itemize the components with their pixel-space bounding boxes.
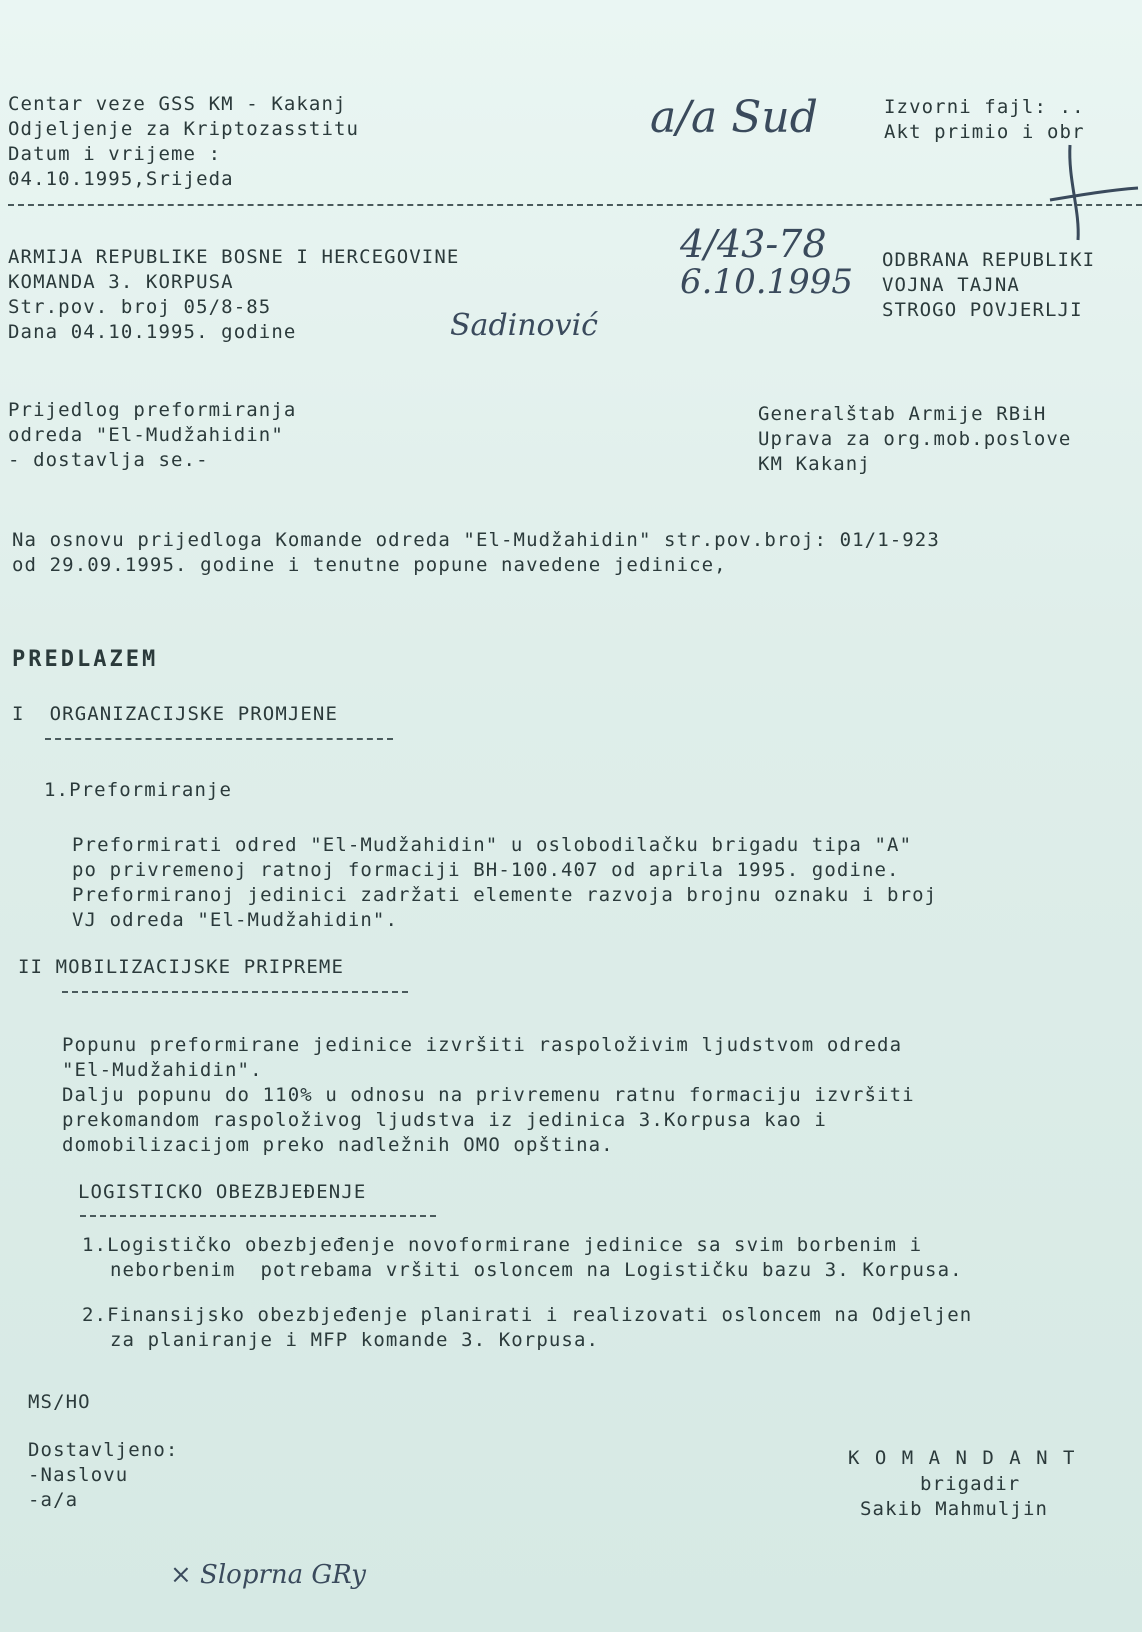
section-3-item-2-line-1: 2.Finansijsko obezbjeđenje planirati i realizovati osloncem na Odjeljen: [82, 1304, 973, 1326]
proposal-title: PREDLAZEM: [12, 647, 159, 672]
subject-line-1: Prijedlog preformiranja: [8, 399, 297, 421]
section-1-heading: I ORGANIZACIJSKE PROMJENE: [12, 703, 339, 725]
delivered-to-1: -Naslovu: [28, 1464, 129, 1486]
recipient-line-2: Uprava za org.mob.poslove: [758, 428, 1072, 450]
handwritten-note-top: a/a Sud: [650, 92, 818, 143]
section-1-paragraph-line-1: Preformirati odred "El-Mudžahidin" u oslobodilačku brigadu tipa "A": [72, 834, 913, 856]
header-center-line: Centar veze GSS KM - Kakanj: [8, 93, 347, 115]
sender-army: ARMIJA REPUBLIKE BOSNE I HERCEGOVINE: [8, 246, 460, 268]
section-3-item-2-line-2: za planiranje i MFP komande 3. Korpusa.: [110, 1329, 600, 1351]
section-1-paragraph-line-3: Preformiranoj jedinici zadržati elemente razvoja brojnu oznaku i broj: [72, 884, 938, 906]
handwritten-registry-date: 6.10.1995: [680, 262, 854, 302]
section-3-item-1-line-1: 1.Logističko obezbjeđenje novoformirane jedinice sa svim borbenim i: [82, 1234, 923, 1256]
sender-reference: Str.pov. broj 05/8-85: [8, 296, 272, 318]
sender-command: KOMANDA 3. KORPUSA: [8, 271, 234, 293]
header-date-label: Datum i vrijeme :: [8, 143, 222, 165]
subject-line-3: - dostavlja se.-: [8, 449, 209, 471]
recipient-line-3: KM Kakanj: [758, 453, 871, 475]
section-1-underline: [45, 738, 393, 740]
section-2-paragraph-line-3: Dalju popunu do 110% u odnosu na privremenu ratnu formaciju izvršiti: [62, 1084, 915, 1106]
handwritten-note-bottom: × Sloprna GRy: [170, 1560, 366, 1590]
section-1-item-title: 1.Preformiranje: [44, 779, 233, 801]
signature-title: K O M A N D A N T: [848, 1447, 1077, 1469]
section-2-paragraph-line-1: Popunu preformirane jedinice izvršiti raspoloživim ljudstvom odreda: [62, 1034, 903, 1056]
section-1-paragraph-line-4: VJ odreda "El-Mudžahidin".: [72, 909, 399, 931]
sender-date: Dana 04.10.1995. godine: [8, 321, 297, 343]
section-3-heading: LOGISTICKO OBEZBJEĐENJE: [78, 1181, 367, 1203]
intro-line-2: od 29.09.1995. godine i tenutne popune navedene jedinice,: [12, 554, 727, 576]
handwritten-name: Sadinović: [450, 308, 598, 343]
section-3-underline: [80, 1215, 436, 1217]
received-label: Akt primio i obr: [884, 121, 1085, 143]
classification-line-2: VOJNA TAJNA: [882, 274, 1020, 296]
signature-rank: brigadir: [920, 1473, 1021, 1495]
header-divider: [8, 204, 1142, 206]
delivered-label: Dostavljeno:: [28, 1439, 179, 1461]
classification-line-3: STROGO POVJERLJI: [882, 299, 1083, 321]
header-date-value: 04.10.1995,Srijeda: [8, 168, 234, 190]
handwritten-signature-mark: [1040, 140, 1140, 250]
section-3-item-1-line-2: neborbenim potrebama vršiti osloncem na Logističku bazu 3. Korpusa.: [110, 1259, 963, 1281]
section-2-heading: II MOBILIZACIJSKE PRIPREME: [18, 956, 345, 978]
delivered-to-2: -a/a: [28, 1489, 79, 1511]
classification-line-1: ODBRANA REPUBLIKI: [882, 249, 1096, 271]
section-2-paragraph-line-4: prekomandom raspoloživog ljudstva iz jedinica 3.Korpusa kao i: [62, 1109, 827, 1131]
header-department-line: Odjeljenje za Kriptozasstitu: [8, 118, 360, 140]
recipient-line-1: Generalštab Armije RBiH: [758, 403, 1047, 425]
intro-line-1: Na osnovu prijedloga Komande odreda "El-Mudžahidin" str.pov.broj: 01/1-923: [12, 529, 940, 551]
subject-line-2: odreda "El-Mudžahidin": [8, 424, 284, 446]
section-2-paragraph-line-2: "El-Mudžahidin".: [62, 1059, 263, 1081]
footer-initials: MS/HO: [28, 1391, 91, 1413]
section-2-underline: [62, 991, 408, 993]
signature-name: Sakib Mahmuljin: [860, 1498, 1049, 1520]
section-1-paragraph-line-2: po privremenoj ratnoj formaciji BH-100.407 od aprila 1995. godine.: [72, 859, 900, 881]
source-file-label: Izvorni fajl: ..: [884, 96, 1085, 118]
handwritten-registry-number: 4/43-78: [680, 222, 827, 266]
section-2-paragraph-line-5: domobilizacijom preko nadležnih OMO opština.: [62, 1134, 614, 1156]
